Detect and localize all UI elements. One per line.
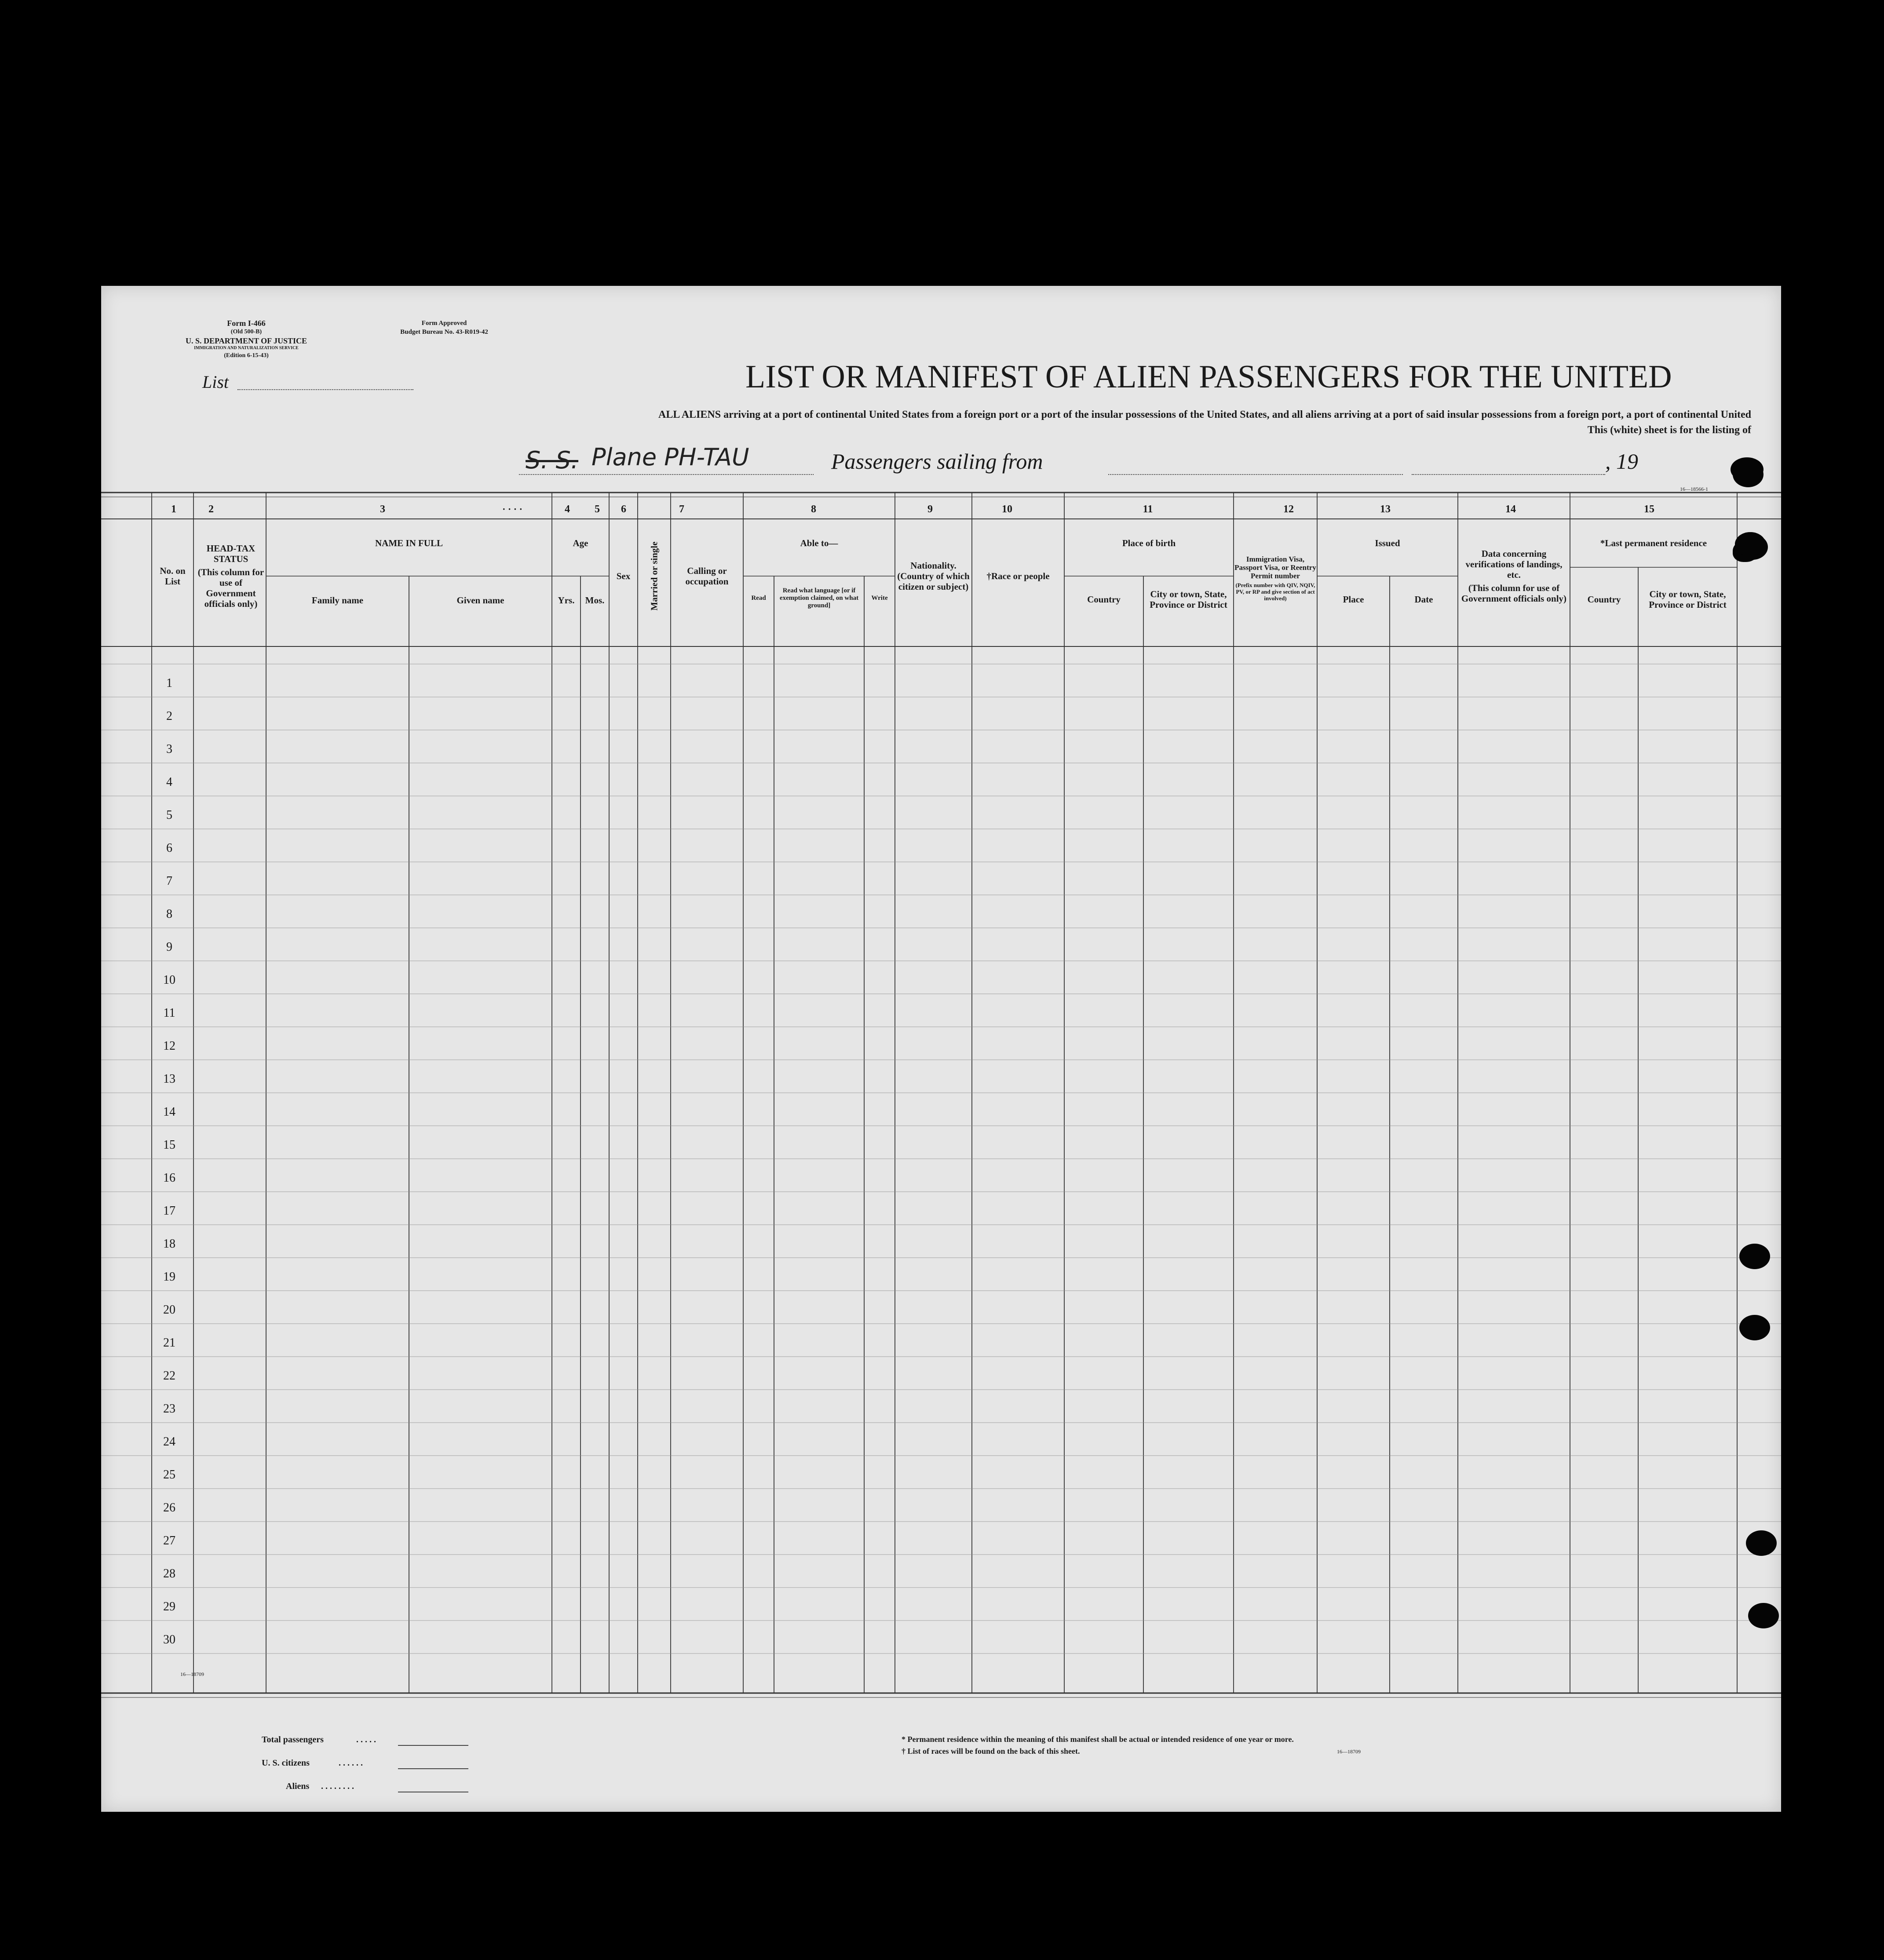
year-prefix: , 19 [1605,449,1638,474]
col-num-7: 7 [679,504,684,515]
row-number: 20 [163,1303,175,1317]
col-hdr-issued-date: Date [1414,594,1433,605]
col-num-15: 15 [1644,504,1654,515]
row-number: 14 [163,1105,175,1119]
aliens-dots: . . . . . . . . [321,1781,354,1791]
row-number: 3 [166,742,172,756]
col-hdr-birth-country: Country [1087,594,1121,605]
footnote-residence: * Permanent residence within the meaning of this manifest shall be actual or intended residence of one year or more. [902,1735,1294,1744]
footnote-code: 16—18709 [1337,1748,1361,1755]
aliens-label: Aliens [286,1781,310,1791]
row-number: 21 [163,1336,175,1350]
us-citizens-label: U. S. citizens [262,1758,310,1768]
col-hdr-married [638,523,671,629]
col-hdr-mos: Mos. [585,595,605,606]
vessel-name: Plane PH-TAU [591,443,749,471]
col-num-14: 14 [1505,504,1516,515]
col-hdr-calling: Calling or occupation [685,566,729,587]
row-number: 17 [163,1204,175,1218]
total-passengers-field[interactable] [398,1745,468,1746]
bottom-code: 16—18709 [180,1671,204,1677]
edition: (Edition 6-15-43) [224,352,269,359]
col-hdr-race: †Race or people [986,571,1050,581]
col-num-5: 5 [595,504,600,515]
punch-hole [1735,532,1766,556]
col-hdr-birth-city: City or town, State, Province or District [1150,588,1227,610]
col-hdr-given-name: Given name [456,595,504,606]
subtitle-line1: ALL ALIENS arriving at a port of continental United States from a foreign port or a port of the insular possessions of the United States, and all aliens arriving at a port of said insular possessions from a foreign port, a port of continental United [658,409,1751,420]
verifications-note: (This column for use of Government officials only) [1461,583,1567,604]
col-hdr-able-to: Able to— [800,538,838,548]
visa-label: Immigration Visa, Passport Visa, or Reentry Permit number [1234,555,1316,580]
col-hdr-read: Read [751,594,766,602]
col-num-6: 6 [621,504,626,515]
row-number: 12 [163,1039,175,1053]
col-hdr-issued-place: Place [1343,594,1364,605]
row-number: 28 [163,1567,175,1580]
row-number: 29 [163,1600,175,1613]
col-hdr-name-in-full: NAME IN FULL [375,538,443,548]
visa-note: (Prefix number with QIV, NQIV, PV, or RP and give section of act involved) [1235,582,1315,602]
row-number: 19 [163,1270,175,1284]
row-number: 22 [163,1369,175,1383]
col-hdr-family-name: Family name [311,595,364,606]
col-hdr-place-of-birth: Place of birth [1122,538,1176,548]
old-number: (Old 500-B) [230,328,262,335]
row-number: 11 [163,1006,175,1020]
row-number: 23 [163,1402,175,1416]
verifications-label: Data concerning verifications of landings, etc. [1465,548,1563,580]
col-hdr-age: Age [573,538,588,548]
row-number: 13 [163,1072,175,1086]
col-hdr-write: Write [871,594,888,602]
row-number: 5 [166,808,172,822]
row-number: 27 [163,1534,175,1548]
total-passengers-label: Total passengers [262,1735,324,1745]
row-number: 15 [163,1138,175,1152]
row-number: 8 [166,907,172,921]
row-number: 26 [163,1501,175,1515]
col-num-1: 1 [171,504,176,515]
col-hdr-head-tax [194,523,268,629]
col-hdr-residence-country: Country [1587,594,1621,605]
service: IMMIGRATION AND NATURALIZATION SERVICE [194,346,299,350]
col-num-9: 9 [927,504,933,515]
manifest-sheet [101,286,1781,1812]
col-num-3-dots: · · · · [502,504,522,515]
row-number: 24 [163,1435,175,1449]
form-approved: Form Approved [421,320,467,327]
punch-hole [1739,1315,1770,1340]
col-num-2: 2 [208,504,214,515]
list-label: List [202,372,229,392]
punch-hole [1731,457,1764,482]
col-hdr-last-residence: *Last permanent residence [1600,538,1707,548]
col-hdr-verifications [1458,528,1570,624]
vessel-prefix: S. S. [526,446,579,474]
row-number: 9 [166,940,172,954]
corner-code: 16—18566-1 [1680,486,1708,492]
row-number: 7 [166,874,172,888]
punch-hole [1748,1603,1779,1628]
col-hdr-residence-city: City or town, State, Province or District [1649,588,1727,610]
col-hdr-issued: Issued [1375,538,1400,548]
department: U. S. DEPARTMENT OF JUSTICE [185,336,307,345]
col-hdr-read-what-language: Read what language [or if exemption claimed, on what ground] [779,587,859,609]
form-number: Form I-466 [227,319,266,328]
row-number: 16 [163,1171,175,1185]
row-number: 2 [166,709,172,723]
col-num-10: 10 [1002,504,1012,515]
footnote-races: † List of races will be found on the back of this sheet. [902,1747,1080,1756]
us-citizens-field[interactable] [398,1768,468,1769]
passengers-sailing-from: Passengers sailing from [831,449,1043,474]
page-title: LIST OR MANIFEST OF ALIEN PASSENGERS FOR THE UNITED [745,359,1672,395]
col-num-8: 8 [811,504,816,515]
row-number: 25 [163,1468,175,1482]
punch-hole [1739,1244,1770,1269]
col-hdr-yrs: Yrs. [558,595,575,606]
head-tax-note: (This column for use of Government officials only) [197,567,264,609]
head-tax-label: HEAD-TAX STATUS [206,543,256,564]
row-number: 6 [166,841,172,855]
subtitle-line2: This (white) sheet is for the listing of [1587,424,1751,436]
us-citizens-dots: . . . . . . [339,1758,363,1768]
punch-hole [1746,1530,1777,1556]
col-num-13: 13 [1380,504,1391,515]
row-number: 4 [166,775,172,789]
col-num-3: 3 [380,504,385,515]
col-hdr-visa [1234,526,1317,631]
budget-number: Budget Bureau No. 43-R019-42 [400,328,488,336]
col-num-4: 4 [565,504,570,515]
row-number: 10 [163,973,175,987]
married-label: Married or single [649,541,660,611]
col-hdr-sex: Sex [616,571,631,581]
col-num-11: 11 [1143,504,1153,515]
col-hdr-no-on-list: No. on List [160,566,186,587]
row-number: 30 [163,1633,175,1646]
total-passengers-dots: . . . . . [356,1735,376,1745]
row-number: 1 [166,676,172,690]
col-num-12: 12 [1283,504,1294,515]
col-hdr-nationality: Nationality. (Country of which citizen or subject) [897,560,970,592]
row-number: 18 [163,1237,175,1251]
